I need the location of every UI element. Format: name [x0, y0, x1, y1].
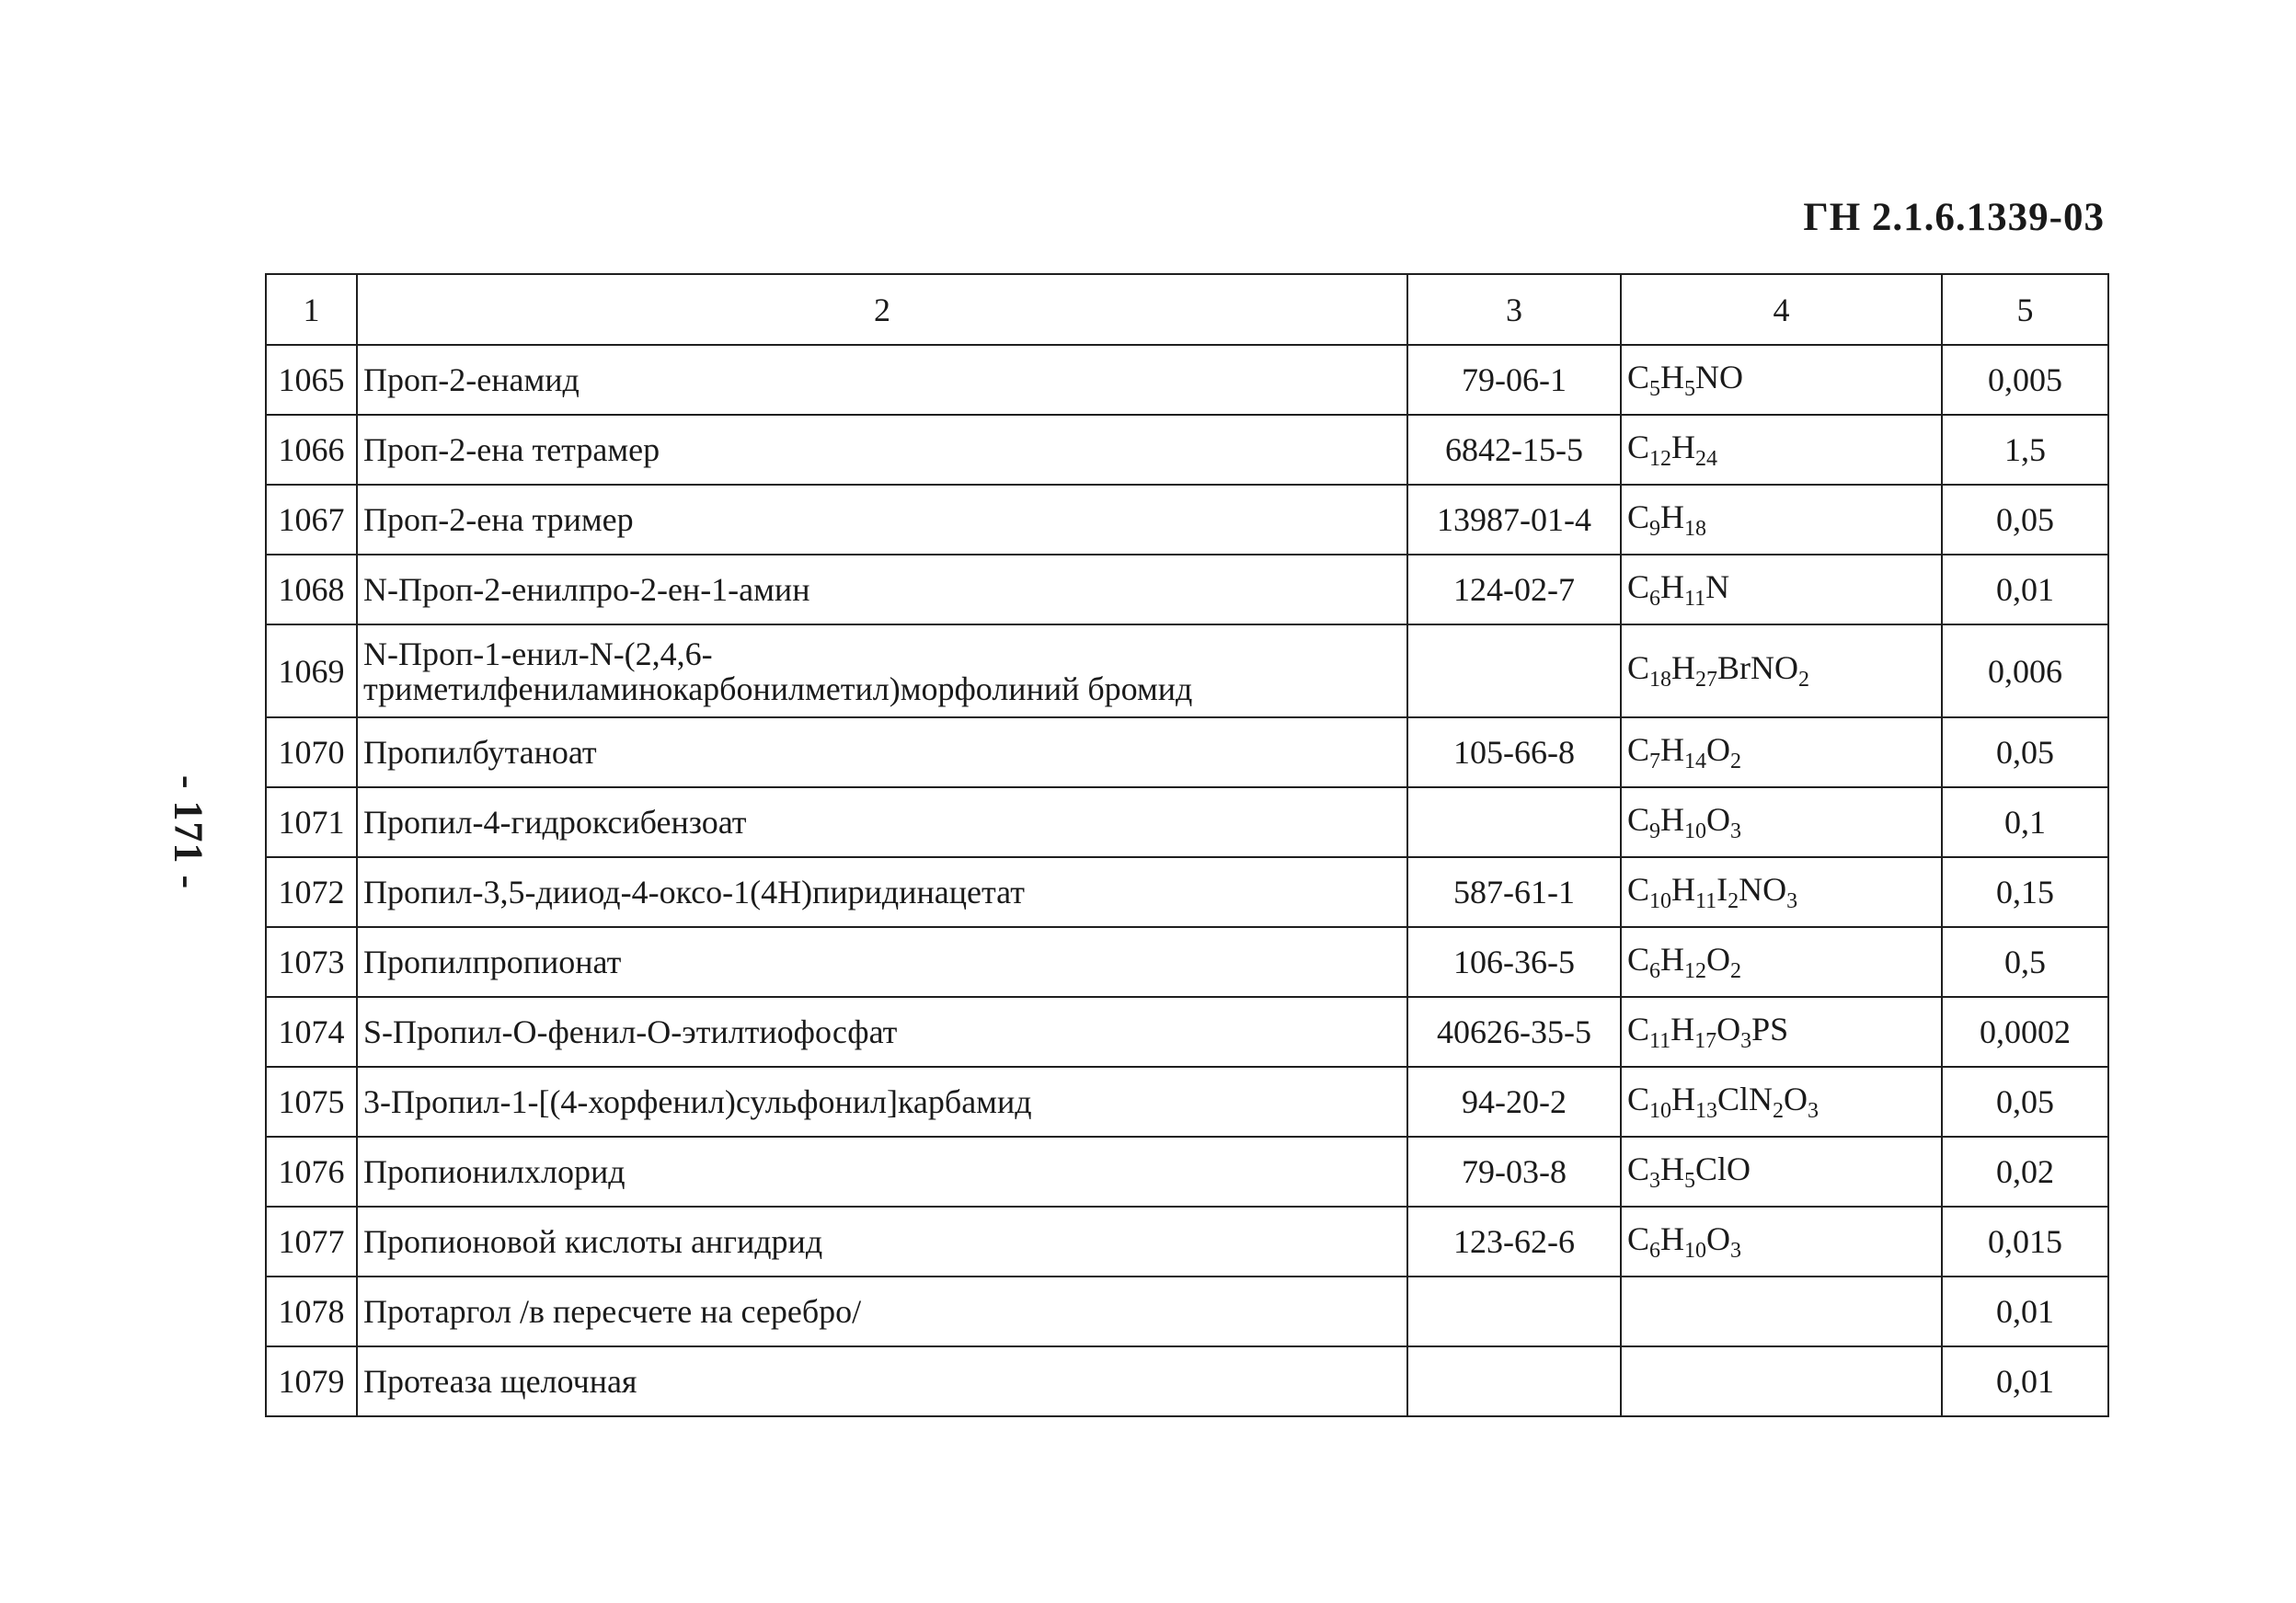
table-row	[266, 1277, 2108, 1346]
chemical-formula: $C_{18}H_{27}BrNO_2$	[1621, 624, 1942, 717]
substance-name: 3-Пропил-1-[(4-хорфенил)сульфонил]карбамид	[357, 1067, 1407, 1137]
cas-number: 79-06-1	[1407, 345, 1621, 415]
document-code: ГН 2.1.6.1339-03	[1803, 196, 2105, 239]
chemical-formula: $C_9H_{10}O_3$	[1621, 787, 1942, 857]
table-row	[266, 717, 2108, 787]
cas-number	[1407, 624, 1621, 717]
cas-number: 40626-35-5	[1407, 997, 1621, 1067]
row-number: 1076	[266, 1137, 357, 1207]
chemical-formula: $C_6H_{12}O_2$	[1621, 927, 1942, 997]
cas-number: 124-02-7	[1407, 555, 1621, 624]
substance-name: Проп-2-ена тетрамер	[357, 415, 1407, 485]
table-row	[266, 345, 2108, 415]
substance-name: Протаргол /в пересчете на серебро/	[357, 1277, 1407, 1346]
header-col-1: 1	[266, 274, 357, 345]
limit-value: 0,005	[1942, 345, 2108, 415]
cas-number: 105-66-8	[1407, 717, 1621, 787]
limit-value: 1,5	[1942, 415, 2108, 485]
chemical-formula: $C_3H_5ClO$	[1621, 1137, 1942, 1207]
substance-name: Пропилбутаноат	[357, 717, 1407, 787]
substances-table	[265, 273, 2109, 1417]
substance-name: Пропил-3,5-дииод-4-оксо-1(4H)пиридинацетат	[357, 857, 1407, 927]
cas-number: 13987-01-4	[1407, 485, 1621, 555]
limit-value: 0,01	[1942, 555, 2108, 624]
chemical-formula: $C_9H_{18}$	[1621, 485, 1942, 555]
row-number: 1066	[266, 415, 357, 485]
substance-name: Пропилпропионат	[357, 927, 1407, 997]
header-col-4: 4	[1621, 274, 1942, 345]
row-number: 1079	[266, 1346, 357, 1416]
cas-number: 94-20-2	[1407, 1067, 1621, 1137]
header-col-2: 2	[357, 274, 1407, 345]
chemical-formula: $C_{12}H_{24}$	[1621, 415, 1942, 485]
cas-number: 587-61-1	[1407, 857, 1621, 927]
table-row	[266, 485, 2108, 555]
substance-name: Протеаза щелочная	[357, 1346, 1407, 1416]
table-header-row	[266, 274, 2108, 345]
substance-name: N-Проп-2-енилпро-2-ен-1-амин	[357, 555, 1407, 624]
row-number: 1075	[266, 1067, 357, 1137]
row-number: 1068	[266, 555, 357, 624]
chemical-formula	[1621, 1277, 1942, 1346]
row-number: 1078	[266, 1277, 357, 1346]
table-row	[266, 1207, 2108, 1277]
limit-value: 0,0002	[1942, 997, 2108, 1067]
row-number: 1065	[266, 345, 357, 415]
cas-number	[1407, 787, 1621, 857]
limit-value: 0,01	[1942, 1346, 2108, 1416]
header-col-5: 5	[1942, 274, 2108, 345]
limit-value: 0,05	[1942, 717, 2108, 787]
cas-number: 79-03-8	[1407, 1137, 1621, 1207]
substance-name: Пропионовой кислоты ангидрид	[357, 1207, 1407, 1277]
row-number: 1077	[266, 1207, 357, 1277]
row-number: 1070	[266, 717, 357, 787]
cas-number	[1407, 1346, 1621, 1416]
limit-value: 0,05	[1942, 485, 2108, 555]
page-number: - 171 -	[166, 774, 212, 890]
limit-value: 0,015	[1942, 1207, 2108, 1277]
chemical-formula: $C_6H_{10}O_3$	[1621, 1207, 1942, 1277]
substance-name: S-Пропил-О-фенил-О-этилтиофосфат	[357, 997, 1407, 1067]
table-row	[266, 997, 2108, 1067]
chemical-formula: $C_{10}H_{11}I_2NO_3$	[1621, 857, 1942, 927]
chemical-formula: $C_7H_{14}O_2$	[1621, 717, 1942, 787]
table-row	[266, 1137, 2108, 1207]
row-number: 1072	[266, 857, 357, 927]
limit-value: 0,5	[1942, 927, 2108, 997]
limit-value: 0,01	[1942, 1277, 2108, 1346]
table-row	[266, 1067, 2108, 1137]
row-number: 1073	[266, 927, 357, 997]
cas-number: 123-62-6	[1407, 1207, 1621, 1277]
chemical-formula: $C_5H_5NO$	[1621, 345, 1942, 415]
row-number: 1069	[266, 624, 357, 717]
limit-value: 0,05	[1942, 1067, 2108, 1137]
row-number: 1067	[266, 485, 357, 555]
chemical-formula: $C_{11}H_{17}O_3PS$	[1621, 997, 1942, 1067]
table-row	[266, 787, 2108, 857]
limit-value: 0,02	[1942, 1137, 2108, 1207]
limit-value: 0,15	[1942, 857, 2108, 927]
table-row	[266, 927, 2108, 997]
cas-number	[1407, 1277, 1621, 1346]
table-row	[266, 1346, 2108, 1416]
substance-name: Проп-2-енамид	[357, 345, 1407, 415]
cas-number: 6842-15-5	[1407, 415, 1621, 485]
row-number: 1074	[266, 997, 357, 1067]
substance-name: Пропионилхлорид	[357, 1137, 1407, 1207]
chemical-formula: $C_6H_{11}N$	[1621, 555, 1942, 624]
chemical-formula: $C_{10}H_{13}ClN_2O_3$	[1621, 1067, 1942, 1137]
chemical-formula	[1621, 1346, 1942, 1416]
row-number: 1071	[266, 787, 357, 857]
header-col-3: 3	[1407, 274, 1621, 345]
cas-number: 106-36-5	[1407, 927, 1621, 997]
substance-name: N-Проп-1-енил-N-(2,4,6-триметилфениламинокарбонилметил)морфолиний бромид	[357, 624, 1407, 717]
substance-name: Пропил-4-гидроксибензоат	[357, 787, 1407, 857]
substance-name: Проп-2-ена тример	[357, 485, 1407, 555]
table-row	[266, 555, 2108, 624]
limit-value: 0,006	[1942, 624, 2108, 717]
table-row	[266, 624, 2108, 717]
table-row	[266, 857, 2108, 927]
limit-value: 0,1	[1942, 787, 2108, 857]
table-row	[266, 415, 2108, 485]
